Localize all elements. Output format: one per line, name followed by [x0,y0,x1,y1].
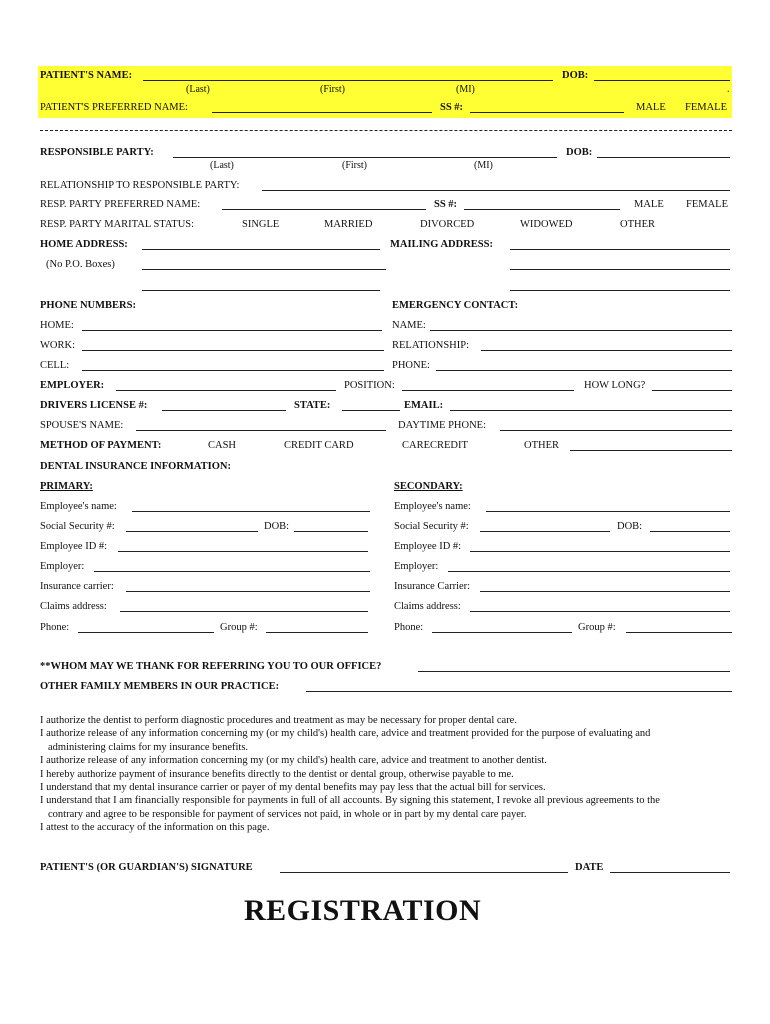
mailing-address-field-2[interactable] [510,269,730,270]
primary-group-field[interactable] [266,632,368,633]
family-members-label: OTHER FAMILY MEMBERS IN OUR PRACTICE: [40,681,280,692]
spouse-name-label: SPOUSE'S NAME: [40,420,124,431]
drivers-license-label: DRIVERS LICENSE #: [40,400,148,411]
primary-employee-id-label: Employee ID #: [40,541,108,552]
authorization-line: I understand that I am financially responsible for payments in full of all accounts. By signing this statement, I revoke all previous agreements to the [40,795,660,807]
authorization-line: contrary and agree to be responsible for payment of services not paid, in whole or in part by my dental care payer. [48,808,527,820]
primary-ssn-label: Social Security #: [40,521,115,532]
marital-married-option[interactable]: MARRIED [324,219,373,230]
referral-label: **WHOM MAY WE THANK FOR REFERRING YOU TO OUR OFFICE? [40,661,382,672]
resp-female-option[interactable]: FEMALE [686,199,728,210]
how-long-label: HOW LONG? [584,380,646,391]
date-label: DATE [575,862,604,873]
emergency-contact-label: EMERGENCY CONTACT: [392,300,519,311]
payment-cash-option[interactable]: CASH [208,440,237,451]
signature-label: PATIENT'S (OR GUARDIAN'S) SIGNATURE [40,862,253,873]
employer-field[interactable] [116,390,336,391]
patient-preferred-field[interactable] [212,112,432,113]
responsible-party-field[interactable] [173,157,557,158]
secondary-ssn-field[interactable] [480,531,610,532]
home-address-field-2[interactable] [142,269,386,270]
state-label: STATE: [294,400,331,411]
home-phone-field[interactable] [82,330,382,331]
position-field[interactable] [402,390,574,391]
page-title: REGISTRATION [244,894,482,927]
secondary-employee-id-label: Employee ID #: [394,541,462,552]
primary-insurance-heading: PRIMARY: [40,481,93,492]
patient-first-caption: (First) [320,84,345,95]
authorization-line: administering claims for my insurance benefits. [48,741,249,753]
primary-carrier-field[interactable] [126,591,370,592]
primary-employer-label: Employer: [40,561,85,572]
primary-employer-field[interactable] [94,571,370,572]
authorization-line: I understand that my dental insurance carrier or payer of my dental benefits may pay less that the actual bill for services. [40,782,546,794]
signature-field[interactable] [280,872,568,873]
resp-male-option[interactable]: MALE [634,199,664,210]
secondary-insurance-heading: SECONDARY: [394,481,463,492]
email-label: EMAIL: [404,400,444,411]
secondary-employer-field[interactable] [448,571,730,572]
family-members-field[interactable] [306,691,732,692]
emergency-name-field[interactable] [430,330,732,331]
home-address-label: HOME ADDRESS: [40,239,128,250]
authorization-line: I hereby authorize payment of insurance benefits directly to the dentist or dental group, otherwise payable to me. [40,768,514,780]
date-field[interactable] [610,872,730,873]
daytime-phone-label: DAYTIME PHONE: [398,420,486,431]
dental-insurance-label: DENTAL INSURANCE INFORMATION: [40,461,231,472]
patient-ss-field[interactable] [470,112,624,113]
marital-single-option[interactable]: SINGLE [242,219,280,230]
mailing-address-field-1[interactable] [510,249,730,250]
email-field[interactable] [450,410,732,411]
secondary-group-field[interactable] [626,632,732,633]
patient-preferred-label: PATIENT'S PREFERRED NAME: [40,102,188,113]
emergency-relationship-label: RELATIONSHIP: [392,340,470,351]
section-divider [40,130,732,131]
secondary-group-label: Group #: [578,622,616,633]
daytime-phone-field[interactable] [500,430,732,431]
mailing-address-label: MAILING ADDRESS: [390,239,493,250]
resp-preferred-label: RESP. PARTY PREFERRED NAME: [40,199,201,210]
payment-credit-card-option[interactable]: CREDIT CARD [284,440,354,451]
resp-ss-field[interactable] [464,209,620,210]
responsible-first-caption: (First) [342,160,367,171]
secondary-phone-field[interactable] [432,632,572,633]
patient-dob-field[interactable] [594,80,730,81]
secondary-ssn-label: Social Security #: [394,521,469,532]
position-label: POSITION: [344,380,395,391]
spouse-name-field[interactable] [136,430,386,431]
mailing-address-field-3[interactable] [510,290,730,291]
authorization-line: I authorize release of any information concerning my (or my child's) health care, advice and treatment provided for the purpose of evaluating and [40,728,651,740]
relationship-label: RELATIONSHIP TO RESPONSIBLE PARTY: [40,180,240,191]
secondary-carrier-label: Insurance Carrier: [394,581,471,592]
authorization-line: I authorize release of any information concerning my (or my child's) health care, advice and treatment to another dentist. [40,755,547,767]
patient-last-caption: (Last) [186,84,210,95]
secondary-employee-name-label: Employee's name: [394,501,471,512]
employer-label: EMPLOYER: [40,380,105,391]
primary-carrier-label: Insurance carrier: [40,581,114,592]
patient-name-field[interactable] [143,80,553,81]
primary-dob-label: DOB: [264,521,290,532]
referral-field[interactable] [418,671,730,672]
resp-ss-label: SS #: [434,199,458,210]
responsible-dob-field[interactable] [597,157,730,158]
primary-phone-field[interactable] [78,632,214,633]
secondary-employee-name-field[interactable] [486,511,730,512]
drivers-license-field[interactable] [162,410,286,411]
secondary-dob-field[interactable] [650,531,730,532]
secondary-employer-label: Employer: [394,561,439,572]
secondary-claims-label: Claims address: [394,601,461,612]
payment-other-field[interactable] [570,450,732,451]
primary-employee-name-field[interactable] [132,511,370,512]
primary-dob-field[interactable] [294,531,368,532]
marital-widowed-option[interactable]: WIDOWED [520,219,573,230]
authorization-line: I attest to the accuracy of the information on this page. [40,822,270,834]
primary-employee-name-label: Employee's name: [40,501,117,512]
home-address-field-3[interactable] [142,290,380,291]
state-field[interactable] [342,410,400,411]
home-phone-label: HOME: [40,320,74,331]
how-long-field[interactable] [652,390,732,391]
emergency-phone-field[interactable] [436,370,732,371]
no-po-boxes-note: (No P.O. Boxes) [46,259,115,270]
responsible-mi-caption: (MI) [474,160,493,171]
patient-name-label: PATIENT'S NAME: [40,70,133,81]
payment-carecredit-option[interactable]: CARECREDIT [402,440,468,451]
responsible-party-label: RESPONSIBLE PARTY: [40,147,154,158]
responsible-dob-label: DOB: [566,147,593,158]
work-phone-field[interactable] [82,350,384,351]
primary-employee-id-field[interactable] [118,551,368,552]
marital-status-label: RESP. PARTY MARITAL STATUS: [40,219,195,230]
payment-other-option[interactable]: OTHER [524,440,559,451]
primary-phone-label: Phone: [40,622,70,633]
emergency-relationship-field[interactable] [481,350,732,351]
home-address-field-1[interactable] [142,249,380,250]
patient-female-option[interactable]: FEMALE [685,102,727,113]
patient-dob-label: DOB: [562,70,589,81]
primary-claims-field[interactable] [120,611,368,612]
work-phone-label: WORK: [40,340,75,351]
primary-group-label: Group #: [220,622,258,633]
phone-numbers-label: PHONE NUMBERS: [40,300,136,311]
emergency-phone-label: PHONE: [392,360,430,371]
secondary-carrier-field[interactable] [480,591,730,592]
emergency-name-label: NAME: [392,320,426,331]
patient-dot: . [727,84,730,95]
patient-ss-label: SS #: [440,102,464,113]
patient-male-option[interactable]: MALE [636,102,666,113]
secondary-phone-label: Phone: [394,622,424,633]
resp-preferred-field[interactable] [222,209,426,210]
responsible-last-caption: (Last) [210,160,234,171]
authorization-line: I authorize the dentist to perform diagnostic procedures and treatment as may be necessary for proper dental care. [40,715,517,726]
cell-phone-field[interactable] [82,370,384,371]
secondary-dob-label: DOB: [617,521,643,532]
primary-ssn-field[interactable] [126,531,258,532]
cell-phone-label: CELL: [40,360,70,371]
payment-method-label: METHOD OF PAYMENT: [40,440,162,451]
patient-mi-caption: (MI) [456,84,475,95]
secondary-employee-id-field[interactable] [470,551,730,552]
marital-other-option[interactable]: OTHER [620,219,655,230]
secondary-claims-field[interactable] [470,611,730,612]
marital-divorced-option[interactable]: DIVORCED [420,219,475,230]
primary-claims-label: Claims address: [40,601,107,612]
authorization-statements [40,714,660,835]
relationship-field[interactable] [262,190,730,191]
